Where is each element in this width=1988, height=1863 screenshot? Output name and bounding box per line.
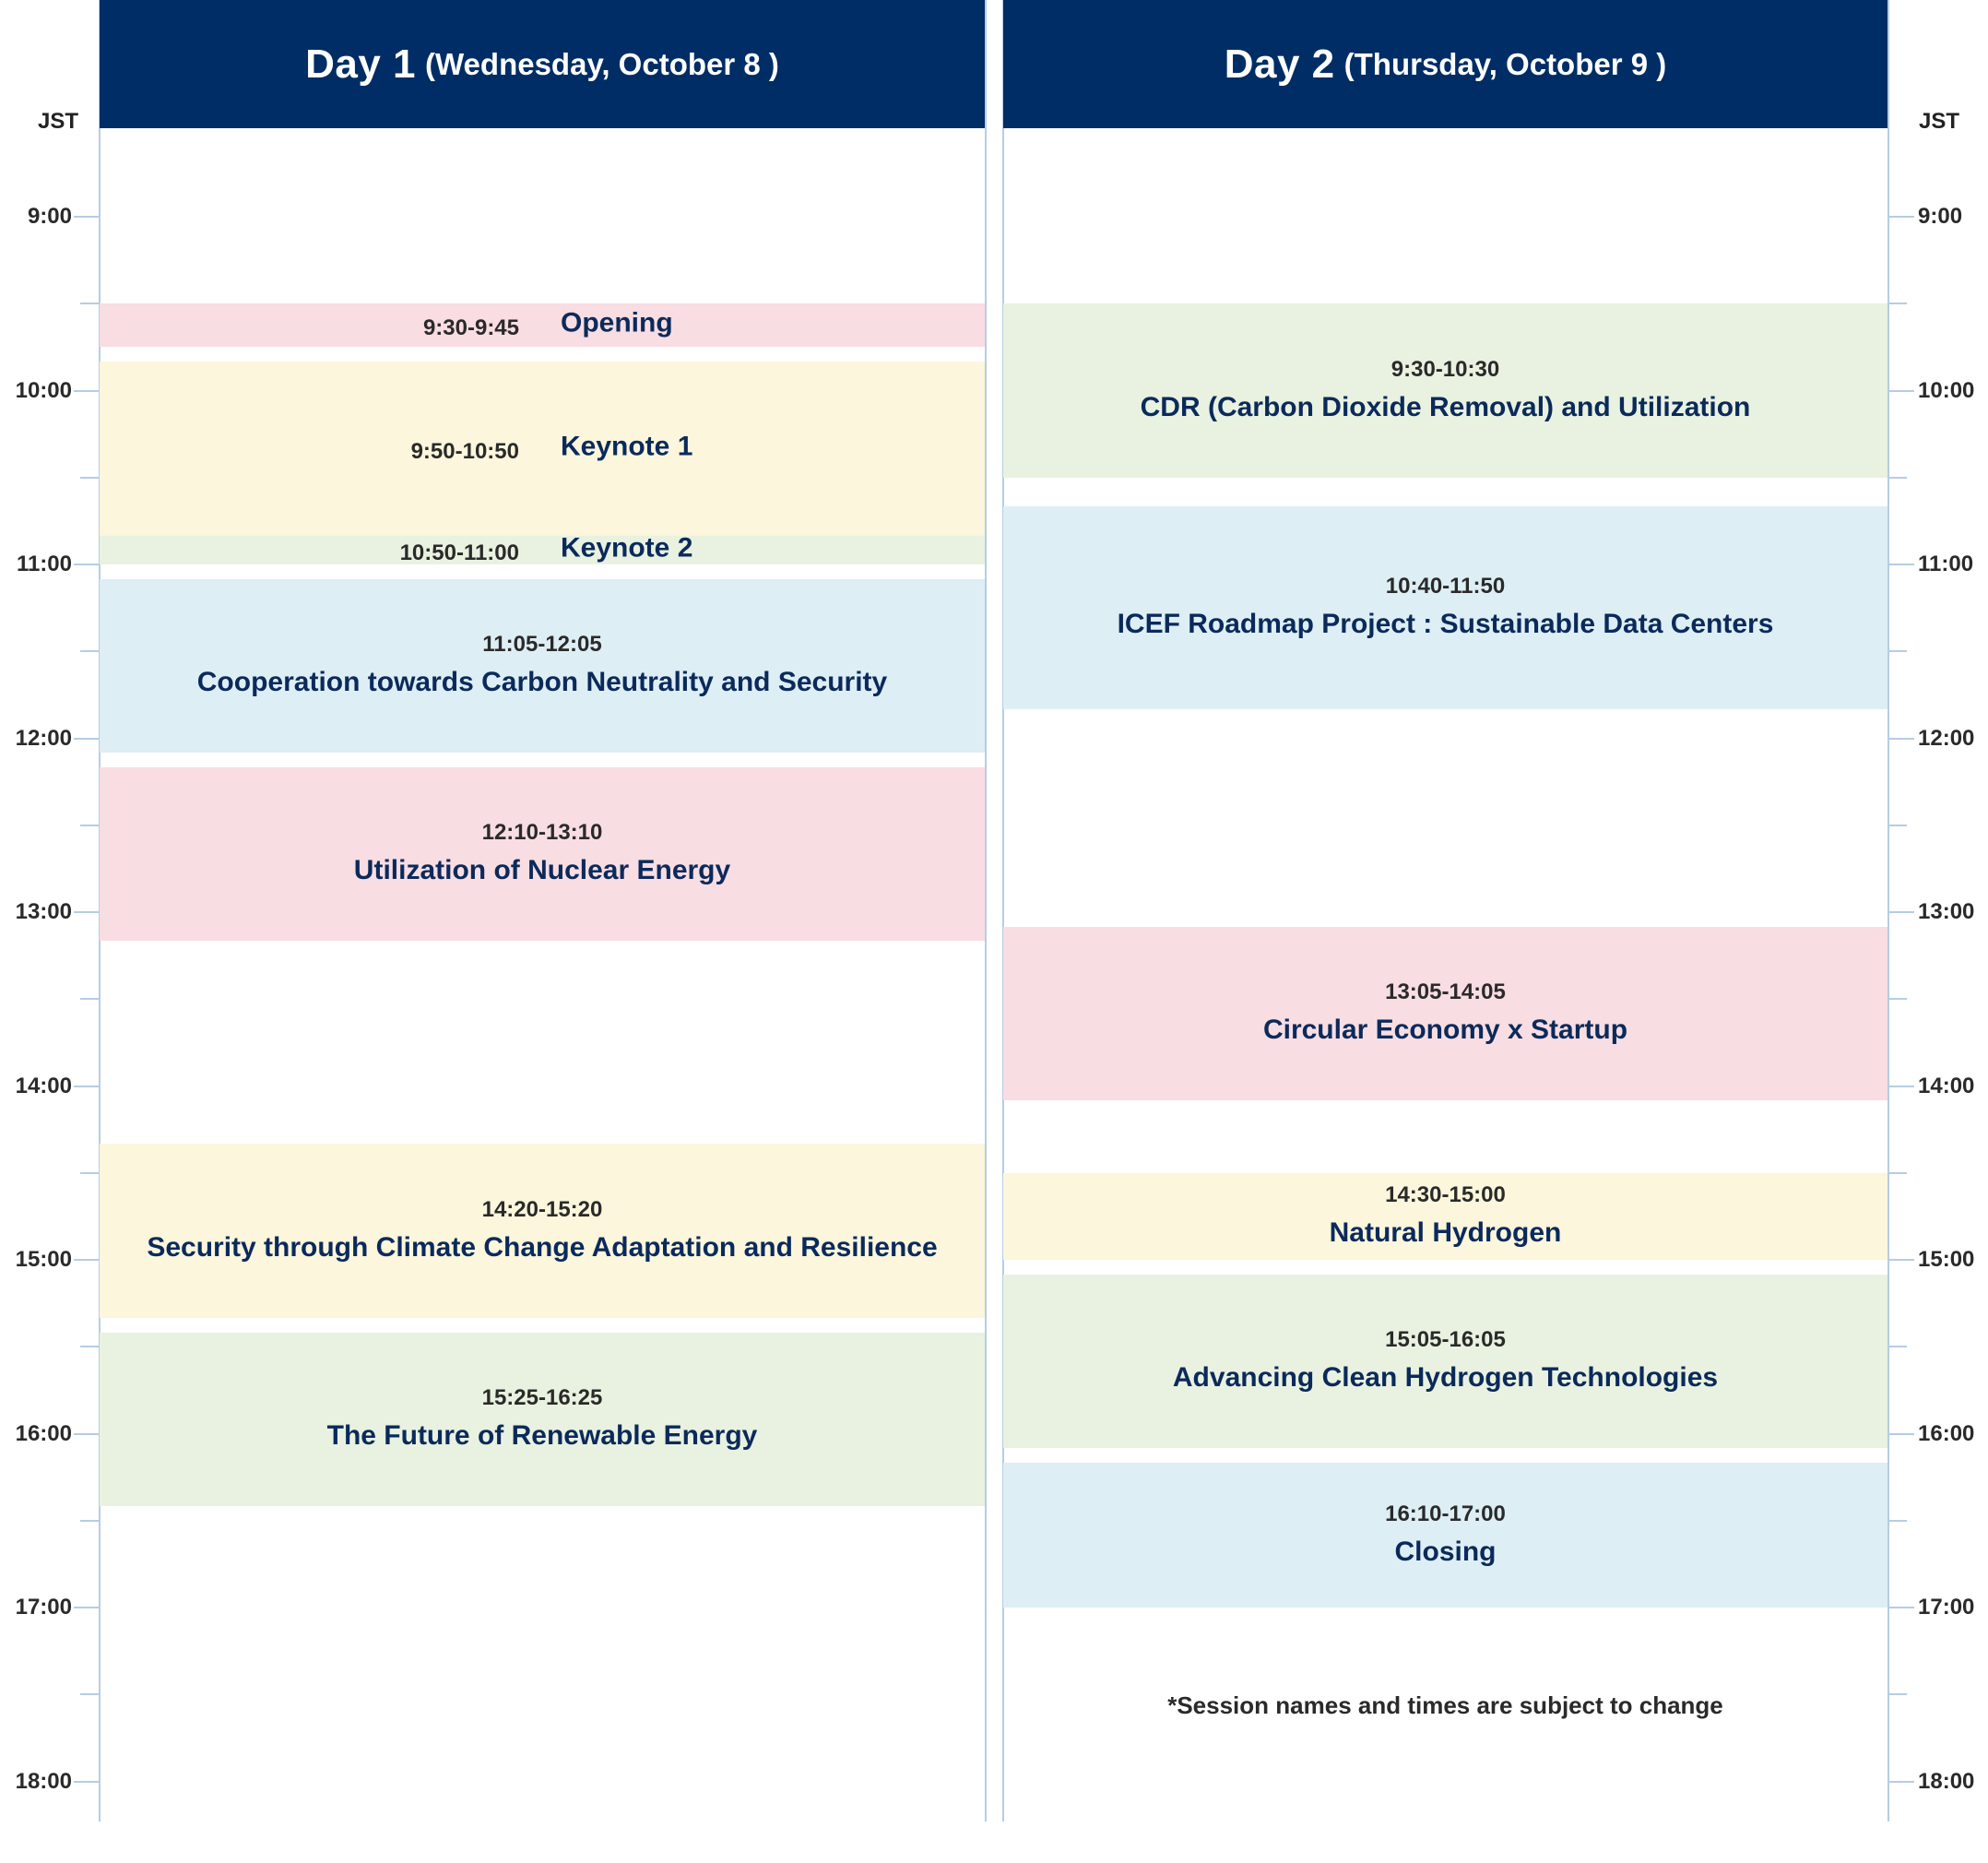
session-title: Keynote 2 [561,536,693,564]
hour-tick-right [1888,1607,1914,1608]
session-title: Circular Economy x Startup [1262,1015,1628,1045]
session-title: Advancing Clean Hydrogen Technologies [1172,1362,1719,1393]
hour-tick-right [1888,911,1914,913]
half-hour-tick-left [80,1693,99,1695]
hour-tick-left [74,216,100,218]
time-label-right: 16:00 [1918,1421,1975,1446]
session-block [100,362,985,536]
time-label-right: 18:00 [1918,1769,1975,1794]
session-time: 11:05-12:05 [482,632,602,657]
timezone-label-right: JST [1919,109,1960,134]
half-hour-tick-left [80,650,99,652]
time-label-left: 9:00 [27,204,72,229]
half-hour-tick-left [80,1172,99,1174]
session-title: Keynote 1 [561,431,693,462]
session-block [1003,1275,1887,1448]
time-label-right: 9:00 [1918,204,1963,229]
session-block [100,767,985,941]
hour-tick-right [1888,738,1914,740]
session-title: CDR (Carbon Dioxide Removal) and Utilization [1140,391,1751,422]
half-hour-tick-left [80,477,99,479]
hour-tick-left [74,390,100,392]
half-hour-tick-left [80,825,99,826]
hour-tick-left [74,1781,100,1783]
half-hour-tick-right [1888,303,1907,304]
session-time: 9:50-10:50 [410,438,519,464]
day1-header [100,0,985,128]
time-label-right: 10:00 [1918,378,1975,403]
session-title: The Future of Renewable Energy [326,1420,758,1451]
half-hour-tick-right [1888,1172,1907,1174]
time-label-left: 17:00 [15,1595,72,1620]
day1-name: Day 1 [305,41,417,87]
session-block [100,579,985,753]
time-label-left: 14:00 [15,1074,72,1098]
session-time: 12:10-13:10 [481,820,603,845]
time-label-left: 16:00 [15,1421,72,1446]
session-title: Cooperation towards Carbon Neutrality and Security [196,667,888,697]
session-time: 10:40-11:50 [1385,574,1506,599]
day2-name: Day 2 [1224,41,1335,87]
time-label-right: 15:00 [1918,1247,1975,1272]
half-hour-tick-left [80,1346,99,1347]
session-block [100,536,985,564]
session-block [1003,1463,1887,1608]
session-title: Security through Climate Change Adaptation and Resilience [147,1231,938,1263]
time-label-left: 13:00 [15,899,72,924]
timezone-label-left: JST [38,109,79,134]
session-title: Opening [561,307,673,338]
half-hour-tick-left [80,998,99,1000]
hour-tick-right [1888,1259,1914,1261]
session-time: 15:05-16:05 [1385,1327,1506,1352]
time-label-left: 12:00 [15,726,72,751]
session-time: 14:20-15:20 [481,1196,603,1222]
hour-tick-left [74,564,100,565]
session-time: 14:30-15:00 [1385,1182,1506,1207]
session-title: Natural Hydrogen [1329,1217,1562,1248]
time-label-right: 13:00 [1918,899,1975,924]
hour-tick-right [1888,216,1914,218]
time-label-left: 18:00 [15,1769,72,1794]
time-label-right: 14:00 [1918,1074,1975,1098]
session-block [1003,303,1887,478]
half-hour-tick-right [1888,1693,1907,1695]
hour-tick-left [74,1086,100,1087]
hour-tick-left [74,738,100,740]
hour-tick-right [1888,390,1914,392]
day1-date: (Wednesday, October 8 ) [425,46,779,81]
day2-date: (Thursday, October 9 ) [1343,46,1667,81]
hour-tick-left [74,1433,100,1435]
session-time: 13:05-14:05 [1385,979,1506,1004]
session-time: 15:25-16:25 [481,1385,603,1410]
time-label-left: 11:00 [16,552,72,576]
time-label-right: 11:00 [1918,552,1974,576]
session-block [100,1144,985,1318]
session-title: Utilization of Nuclear Energy [353,855,731,885]
session-title: ICEF Roadmap Project : Sustainable Data Centers [1117,609,1774,639]
half-hour-tick-right [1888,1346,1907,1347]
session-block [1003,927,1887,1100]
session-block [1003,1173,1887,1260]
hour-tick-right [1888,564,1914,565]
time-label-left: 10:00 [15,378,72,403]
time-label-right: 12:00 [1918,726,1975,751]
hour-tick-left [74,1259,100,1261]
session-time: 10:50-11:00 [399,540,519,564]
half-hour-tick-right [1888,650,1907,652]
time-label-right: 17:00 [1918,1595,1975,1620]
half-hour-tick-right [1888,477,1907,479]
session-block [100,1333,985,1506]
session-block [100,303,985,347]
time-label-left: 15:00 [15,1247,72,1272]
half-hour-tick-left [80,303,99,304]
half-hour-tick-right [1888,1520,1907,1522]
day2-header [1003,0,1887,128]
hour-tick-right [1888,1781,1914,1783]
hour-tick-left [74,1607,100,1608]
day1-right-border [985,0,987,1821]
session-time: 9:30-9:45 [422,314,519,340]
hour-tick-left [74,911,100,913]
session-time: 16:10-17:00 [1385,1501,1506,1526]
session-block [1003,506,1887,709]
half-hour-tick-left [80,1520,99,1522]
hour-tick-right [1888,1433,1914,1435]
hour-tick-right [1888,1086,1914,1087]
schedule-note: *Session names and times are subject to change [1167,1691,1723,1719]
half-hour-tick-right [1888,998,1907,1000]
session-time: 9:30-10:30 [1390,356,1500,382]
session-title: Closing [1394,1536,1497,1567]
half-hour-tick-right [1888,825,1907,826]
